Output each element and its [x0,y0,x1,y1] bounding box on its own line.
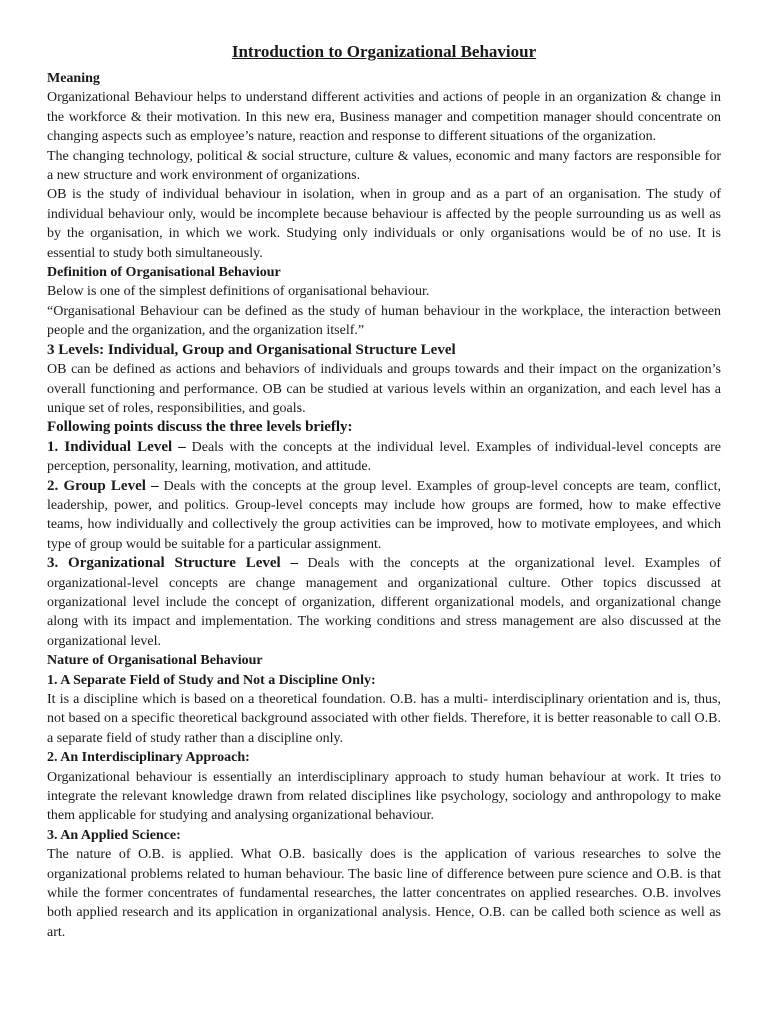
meaning-heading: Meaning [47,71,100,86]
levels-intro: OB can be defined as actions and behaviors of individuals and groups towards and their impact on the organization’s overall functioning and performance. OB can be studied at various levels within an organization, and each level has a unique set of roles, responsibilities, and goals. [47,362,721,416]
document-title: Introduction to Organizational Behaviour [231,42,537,61]
level-item-lead: 2. Group Level – [47,477,159,494]
nature-item-heading: 2. An Interdisciplinary Approach: [47,750,250,766]
meaning-paragraph-1: Organizational Behaviour helps to understand different activities and actions of people in an organization & change in the workforce & their motivation. In this new era, Business manager and competition manager should concentrate on changing aspects such as employee’s nature, reaction and response to different situations of the organization. [47,90,721,145]
level-item-text: Deals with the concepts at the organizational level. Examples of organizational-level concepts are change management and organizational culture. Other topics discussed at organizational level include the concept of organization, different organizational models, and organizational change along with its impact and implementation. The working conditions and stress management are also discussed at the organizational level. [47,556,721,649]
level-item-lead: 1. Individual Level – [47,438,186,455]
document-page [47,40,721,942]
nature-item-heading: 1. A Separate Field of Study and Not a Discipline Only: [47,672,376,688]
level-item-individual [47,438,721,477]
level-item-group [47,477,721,555]
definition-heading: Definition of Organisational Behaviour [47,265,281,281]
level-item-lead: 3. Organizational Structure Level – [47,555,298,572]
nature-item-heading: 3. An Applied Science: [47,827,181,843]
nature-item-text: It is a discipline which is based on a theoretical foundation. O.B. has a multi- interdisciplinary orientation and is, thus, not based on a specific theoretical background associated with other fields. Therefore, it is better reasonable to call O.B. a separate field of study rather than a discipline only. [47,692,721,746]
definition-quote: “Organisational Behaviour can be defined as the study of human behaviour in the workplace, the interaction between people and the organization, and the organization itself.” [47,303,721,339]
levels-points-heading: Following points discuss the three levels briefly: [47,419,353,436]
meaning-paragraph-3: OB is the study of individual behaviour in isolation, when in group and as a part of an organisation. The study of individual behaviour only, would be incomplete because behaviour is affected by the people surrounding us as well as by the organisation, in which we work. Studying only individuals or only organisations would be of no use. It is essential to study both simultaneously. [47,187,721,261]
meaning-paragraph-2: The changing technology, political & social structure, culture & values, economic and many factors are responsible for a new structure and work environment of organizations. [47,148,721,184]
nature-heading: Nature of Organisational Behaviour [47,653,263,669]
level-item-text: Deals with the concepts at the group level. Examples of group-level concepts are team, conflict, leadership, power, and politics. Group-level concepts may include how groups are formed, how to make effective teams, how individually and collectively the group activities can be improved, how to motivate employees, and which type of group would be suitable for a particular assignment. [47,478,721,552]
nature-item-text: The nature of O.B. is applied. What O.B. basically does is the application of various researches to solve the organizational problems related to human behaviour. The basic line of difference between pure science and O.B. is that while the former concentrates of fundamental researches, the latter concentrates on applied researches. O.B. involves both applied research and its application in organizational analysis. Hence, O.B. can be called both science as well as art. [47,847,721,940]
levels-heading: 3 Levels: Individual, Group and Organisational Structure Level [47,341,456,358]
definition-paragraph-1: Below is one of the simplest definitions of organisational behaviour. [47,284,430,300]
level-item-text: Deals with the concepts at the individual level. Examples of individual-level concepts are perception, personality, learning, motivation, and attitude. [47,439,721,475]
nature-item-text: Organizational behaviour is essentially an interdisciplinary approach to study human behaviour at work. It tries to integrate the relevant knowledge drawn from related disciplines like psychology, sociology and anthropology to make them applicable for studying and analysing organizational behaviour. [47,769,721,824]
level-item-organizational [47,554,721,651]
